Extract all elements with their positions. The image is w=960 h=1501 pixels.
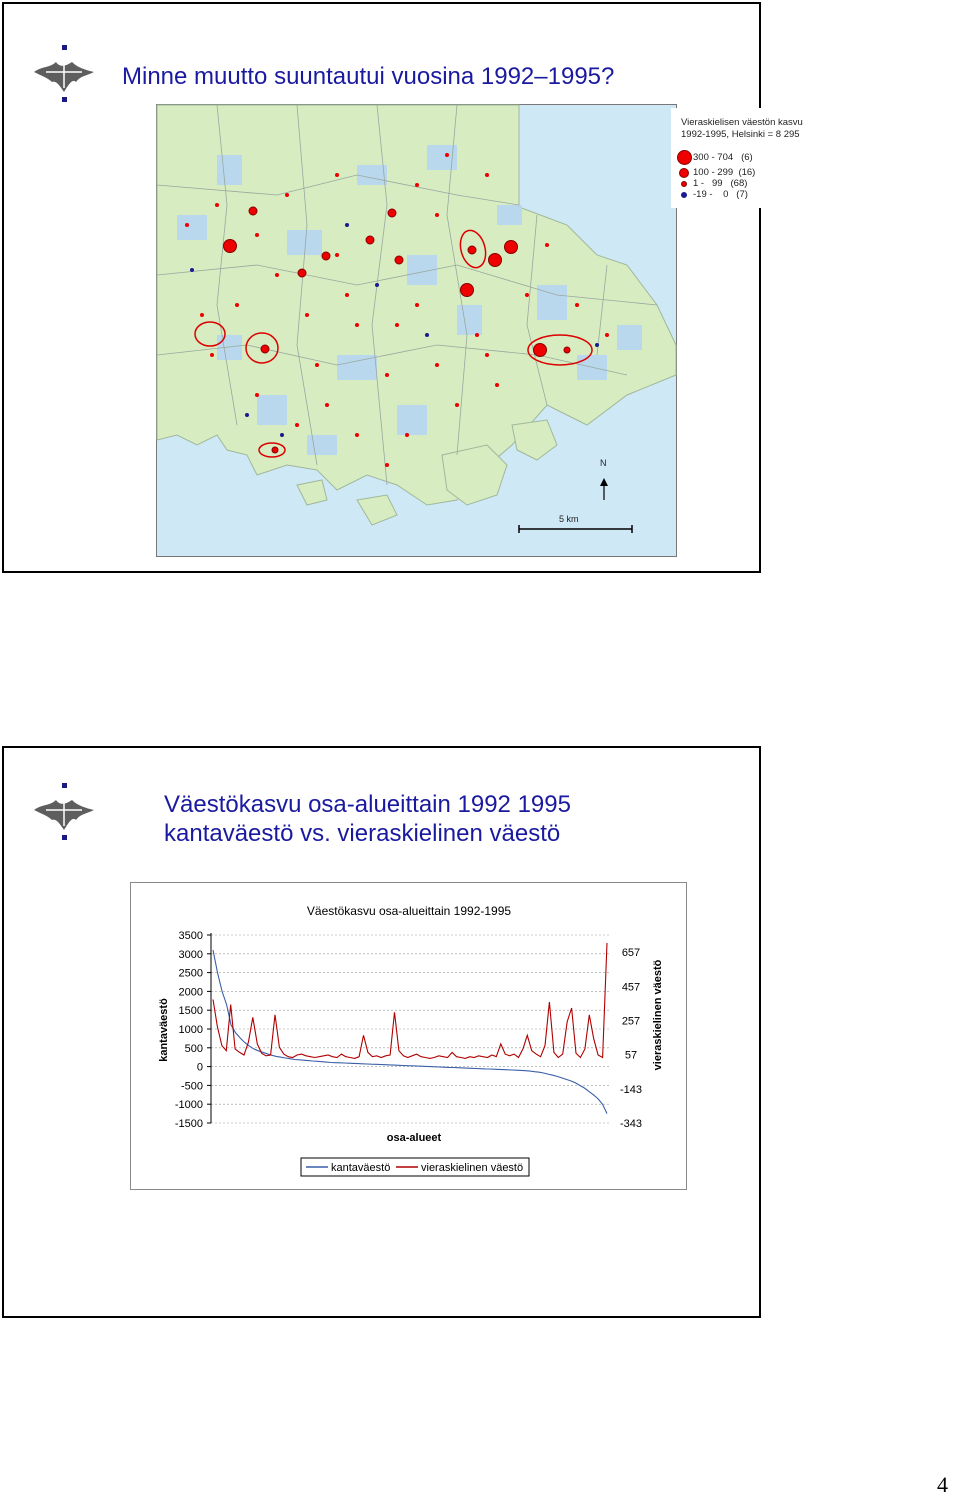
right-tick-label: 457: [621, 981, 641, 994]
line-chart: [131, 883, 686, 1189]
legend-dot-medium: [679, 168, 689, 178]
legend-row: 1 - 99 (68): [693, 178, 748, 189]
chart-grid: [211, 935, 609, 1123]
left-tick-label: -500: [180, 1080, 203, 1093]
slide-title-line-2: kantaväestö vs. vieraskielinen väestö: [164, 820, 561, 847]
right-tick-label: 657: [621, 947, 641, 960]
helsinki-map: [157, 105, 676, 556]
right-tick-label: 57: [624, 1049, 638, 1062]
legend-row: -19 - 0 (7): [693, 189, 748, 200]
university-logo-icon: [32, 780, 96, 844]
left-axis-ticks: [175, 930, 211, 1130]
legend-title-2: 1992-1995, Helsinki = 8 295: [681, 129, 800, 140]
university-logo-icon: [32, 42, 96, 106]
right-tick-label: -343: [619, 1118, 643, 1130]
left-axis-label: kantaväestö: [158, 998, 170, 1062]
left-tick-label: 2000: [178, 986, 203, 999]
slide-2: [2, 746, 761, 1318]
legend-title-1: Vieraskielisen väestön kasvu: [681, 117, 803, 128]
slide-title: Minne muutto suuntautui vuosina 1992–1995?: [122, 63, 615, 90]
legend-dot-large: [677, 150, 692, 165]
scale-label: 5 km: [559, 514, 579, 524]
legend-dot-small: [681, 181, 687, 187]
left-tick-label: -1000: [174, 1099, 203, 1112]
slide-title-line-1: Väestökasvu osa-alueittain 1992 1995: [164, 791, 571, 818]
right-tick-label: 257: [621, 1015, 641, 1028]
series-line-kantavaesto: [213, 950, 607, 1114]
right-tick-label: -143: [619, 1083, 643, 1096]
left-tick-label: 500: [184, 1042, 203, 1055]
legend-dot-negative: [681, 192, 687, 198]
legend-label-kantavaesto: kantaväestö: [331, 1162, 391, 1174]
x-axis-label: osa-alueet: [386, 1132, 442, 1144]
chart-series: [213, 943, 607, 1114]
left-tick-label: 3000: [178, 948, 203, 961]
chart-legend: [301, 1158, 529, 1176]
legend-row: 100 - 299 (16): [693, 167, 756, 178]
slide-1: [2, 2, 803, 573]
page-number: 4: [937, 1472, 948, 1497]
right-axis-label: vieraskielinen väestö: [652, 959, 664, 1071]
left-tick-label: 0: [196, 1061, 203, 1074]
chart-title: Väestökasvu osa-alueittain 1992-1995: [306, 904, 512, 918]
chart: [130, 882, 687, 1190]
map: [156, 104, 803, 557]
slide-title: [164, 790, 571, 848]
right-axis-ticks: [620, 947, 642, 1130]
legend-row: 300 - 704 (6): [693, 152, 753, 163]
series-line-vieraskielinen: [213, 943, 607, 1058]
left-tick-label: 3500: [178, 930, 203, 942]
left-tick-label: -1500: [174, 1118, 203, 1130]
left-tick-label: 2500: [178, 967, 203, 980]
map-legend: [671, 108, 821, 208]
legend-label-vieraskielinen: vieraskielinen väestö: [421, 1162, 524, 1174]
left-tick-label: 1000: [178, 1024, 203, 1036]
north-label: N: [600, 458, 607, 468]
left-tick-label: 1500: [178, 1005, 203, 1018]
